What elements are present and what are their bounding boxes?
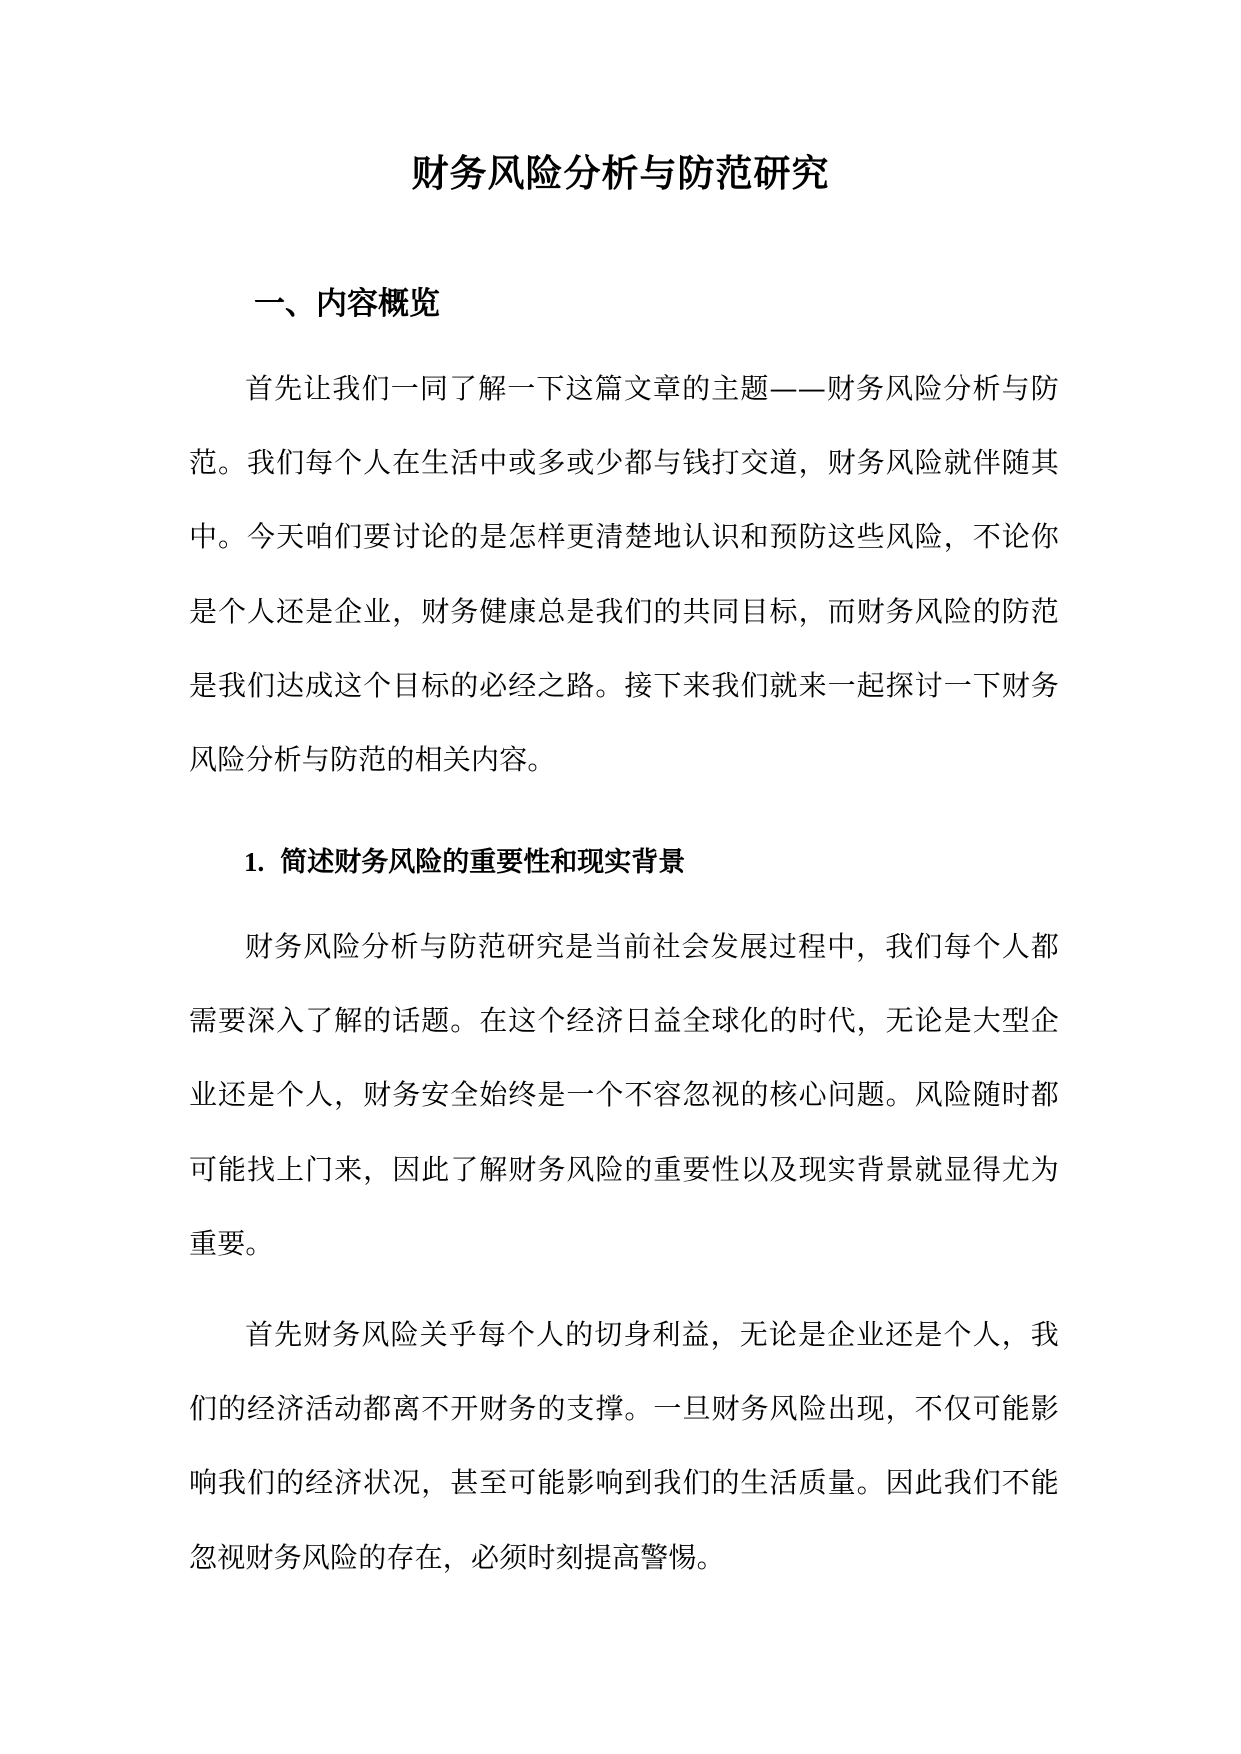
subsection-heading <box>244 842 685 883</box>
body-paragraph-2: 首先财务风险关乎每个人的切身利益，无论是企业还是个人，我们的经济活动都离不开财务的支撑。一旦财务风险出现，不仅可能影响我们的经济状况，甚至可能影响到我们的生活质量。因此我们不能忽视财务风险的存在，必须时刻提高警惕。 <box>189 1318 1059 1574</box>
subsection-heading-text: 简述财务风险的重要性和现实背景 <box>280 847 686 878</box>
document-title: 财务风险分析与防范研究 <box>411 151 830 195</box>
body-paragraph-1: 财务风险分析与防范研究是当前社会发展过程中，我们每个人都需要深入了解的话题。在这个经济日益全球化的时代，无论是大型企业还是个人，财务安全始终是一个不容忽视的核心问题。风险随时都可能找上门来，因此了解财务风险的重要性以及现实背景就显得尤为重要。 <box>189 930 1059 1260</box>
section-heading-overview: 一、内容概览 <box>254 286 440 322</box>
overview-paragraph: 首先让我们一同了解一下这篇文章的主题——财务风险分析与防范。我们每个人在生活中或多或少都与钱打交道，财务风险就伴随其中。今天咱们要讨论的是怎样更清楚地认识和预防这些风险，不论你是个人还是企业，财务健康总是我们的共同目标，而财务风险的防范是我们达成这个目标的必经之路。接下来我们就来一起探讨一下财务风险分析与防范的相关内容。 <box>189 372 1059 777</box>
subsection-number: 1. <box>244 847 265 877</box>
